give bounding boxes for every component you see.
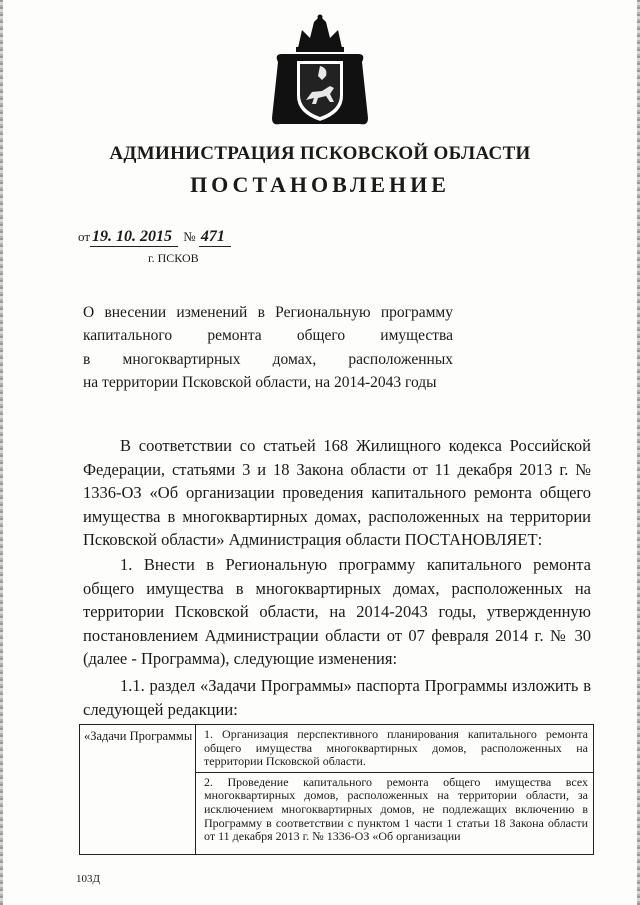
- registration-line: [78, 228, 231, 247]
- table-tasks-cell: [196, 725, 593, 847]
- document-number: 471: [199, 228, 231, 247]
- table-label-cell: «Задачи Программы: [80, 725, 196, 854]
- table-task-item: 1. Организация перспективного планирования капитального ремонта общего имущества многоквартирных домов, расположенных на территории Псковской области.: [196, 725, 593, 773]
- body-paragraph: 1. Внести в Региональную программу капитального ремонта общего имущества в многоквартирных домах, расположенных на территории Псковской области, на 2014-2043 годы, утвержденную постановлением Администрации области от 07 февраля 2014 г. № 30 (далее - Программа), следующие изменения:: [83, 555, 591, 669]
- table-task-item: 2. Проведение капитального ремонта общего имущества всех многоквартирных домов, расположенных на территории области, за исключением многоквартирных домов, не подлежащих включению в Программу в соответствии с пунктом 1 части 1 статьи 18 Закона области от 11 декабря 2013 г. № 1336-ОЗ «Об организации: [204, 774, 588, 844]
- body-paragraph: В соответствии со статьей 168 Жилищного кодекса Российской Федерации, статьями 3 и 18 Закона области от 11 декабря 2013 г. № 1336-ОЗ «Об организации проведения капитального ремонта общего имущества в многоквартирных домах, расположенных на территории Псковской области» Администрация области ПОСТАНОВЛЯЕТ:: [83, 436, 591, 550]
- pskov-coat-of-arms-icon: [268, 14, 372, 130]
- document-type-title: ПОСТАНОВЛЕНИЕ: [190, 172, 450, 197]
- subject-line: в многоквартирных домах, расположенных: [83, 350, 453, 368]
- body-paragraph: 1.1. раздел «Задачи Программы» паспорта Программы изложить в следующей редакции:: [83, 676, 591, 719]
- document-date: 19. 10. 2015: [90, 228, 178, 247]
- page-code: 103Д: [76, 873, 101, 885]
- scan-edge-left: [0, 0, 3, 905]
- document-subject: [83, 301, 453, 394]
- date-label: от: [78, 229, 91, 244]
- organization-title: АДМИНИСТРАЦИЯ ПСКОВСКОЙ ОБЛАСТИ: [109, 143, 531, 164]
- city-label: г. ПСКОВ: [148, 251, 199, 265]
- subject-line: капитального ремонта общего имущества: [83, 327, 453, 345]
- number-label: №: [183, 229, 196, 244]
- subject-line: на территории Псковской области, на 2014-2043 годы: [83, 373, 437, 391]
- program-tasks-table: [79, 724, 594, 855]
- subject-line: О внесении изменений в Региональную программу: [83, 304, 453, 321]
